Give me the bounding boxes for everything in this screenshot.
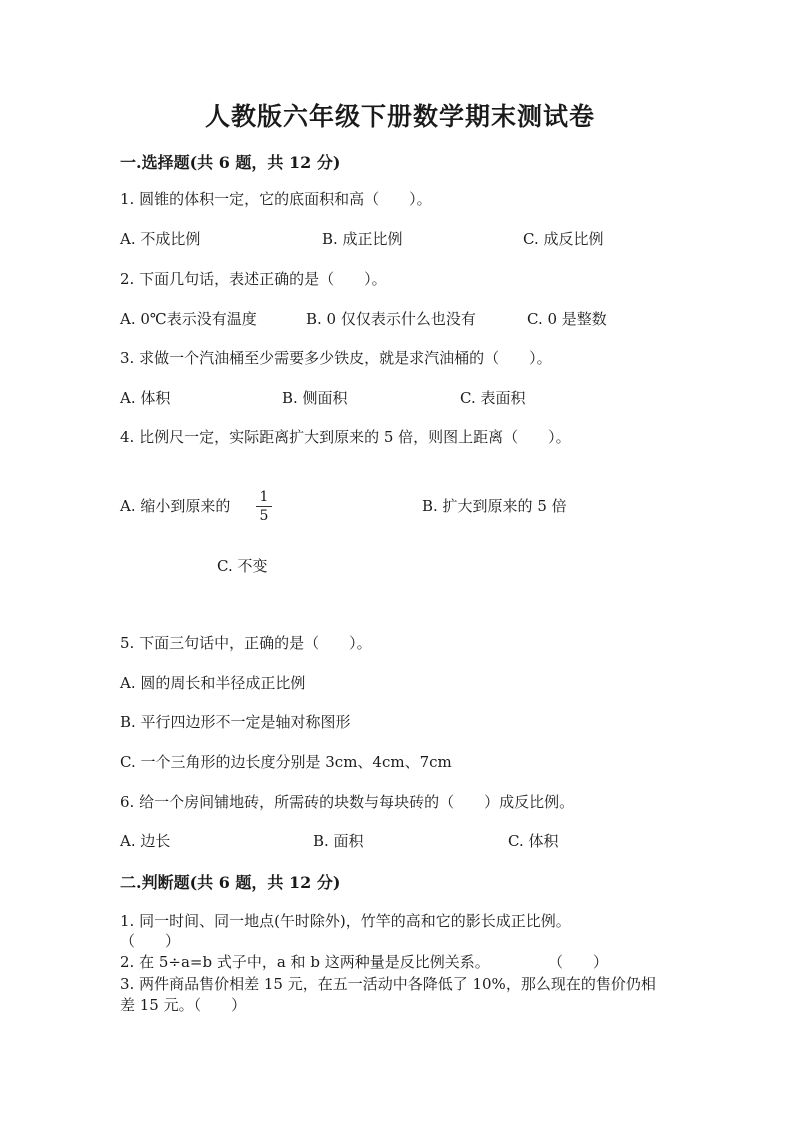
question-4-stem: 4. 比例尺一定，实际距离扩大到原来的 5 倍，则图上距离（ ）。 (120, 428, 571, 446)
question-4-option-b: B. 扩大到原来的 5 倍 (422, 497, 567, 515)
page-title: 人教版六年级下册数学期末测试卷 (204, 102, 595, 131)
judgment-1-blank: （ ） (120, 932, 181, 950)
question-2-stem: 2. 下面几句话，表述正确的是（ ）。 (120, 270, 387, 288)
judgment-3-text-line-2: 差 15 元。（ ） (120, 996, 247, 1014)
question-2-option-c: C. 0 是整数 (527, 310, 607, 328)
question-1-option-c: C. 成反比例 (523, 230, 604, 248)
question-3-option-c: C. 表面积 (460, 389, 526, 407)
question-2-option-a: A. 0℃表示没有温度 (120, 310, 257, 328)
section-heading-choice: 一.选择题(共 6 题，共 12 分) (120, 153, 341, 172)
question-2-option-b: B. 0 仅仅表示什么也没有 (306, 310, 476, 328)
question-5-stem: 5. 下面三句话中，正确的是（ ）。 (120, 634, 372, 652)
question-5-option-a: A. 圆的周长和半径成正比例 (120, 674, 306, 692)
section-heading-judgment: 二.判断题(共 6 题，共 12 分) (120, 873, 341, 892)
fraction-one-fifth (256, 489, 272, 524)
question-6-option-c: C. 体积 (508, 832, 559, 850)
question-5-option-c: C. 一个三角形的边长度分别是 3cm、4cm、7cm (120, 753, 452, 771)
question-1-stem: 1. 圆锥的体积一定，它的底面积和高（ ）。 (120, 190, 432, 208)
question-3-stem: 3. 求做一个汽油桶至少需要多少铁皮，就是求汽油桶的（ ）。 (120, 349, 552, 367)
judgment-2-blank: （ ） (548, 953, 609, 971)
fraction-denominator: 5 (259, 508, 269, 524)
question-1-option-a: A. 不成比例 (120, 230, 201, 248)
fraction-bar (256, 506, 272, 507)
judgment-3-text-line-1: 3. 两件商品售价相差 15 元，在五一活动中各降低了 10%，那么现在的售价仍相 (120, 975, 656, 993)
question-3-option-b: B. 侧面积 (282, 389, 348, 407)
question-6-stem: 6. 给一个房间铺地砖，所需砖的块数与每块砖的（ ）成反比例。 (120, 793, 575, 811)
question-4-option-a: A. 缩小到原来的 (120, 497, 231, 515)
question-3-option-a: A. 体积 (120, 389, 171, 407)
judgment-2-text: 2. 在 5÷a=b 式子中，a 和 b 这两种量是反比例关系。 (120, 953, 490, 971)
question-6-option-b: B. 面积 (313, 832, 364, 850)
question-1-option-b: B. 成正比例 (322, 230, 403, 248)
question-5-option-b: B. 平行四边形不一定是轴对称图形 (120, 713, 351, 731)
question-6-option-a: A. 边长 (120, 832, 171, 850)
judgment-1-text: 1. 同一时间、同一地点(午时除外)，竹竿的高和它的影长成正比例。 (120, 912, 571, 930)
question-4-option-c: C. 不变 (217, 557, 268, 575)
fraction-numerator: 1 (259, 489, 269, 505)
